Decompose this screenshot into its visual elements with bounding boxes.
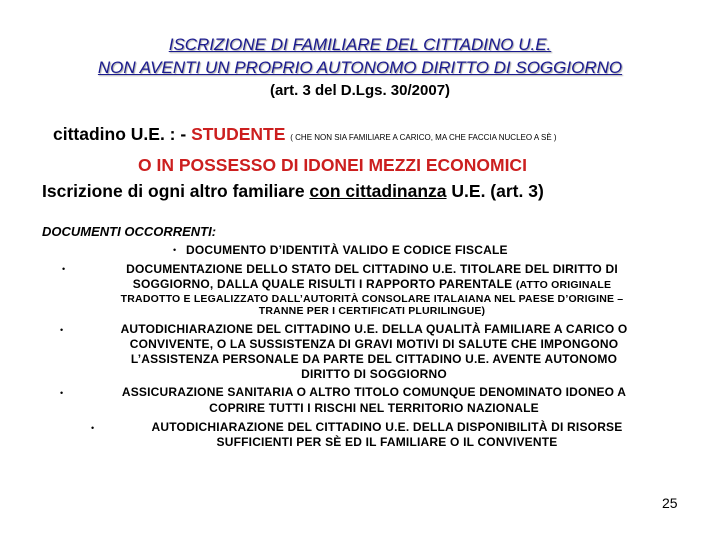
- citizen-line: [53, 124, 557, 145]
- document-item-text: SOGGIORNO, DALLA QUALE RISULTI I RAPPORTO PARENTALE: [132, 277, 513, 291]
- document-item-note: TRADOTTO E LEGALIZZATO DALL’AUTORITÀ CONSOLARE ITALAIANA NEL PAESE D’ORIGINE –: [120, 293, 624, 305]
- document-item: DOCUMENTAZIONE DELLO STATO DEL CITTADINO U.E. TITOLARE DEL DIRITTO DI: [126, 262, 618, 276]
- document-item: [80, 277, 664, 291]
- bullet-icon: •: [173, 245, 177, 255]
- bullet-icon: •: [60, 388, 64, 398]
- citizen-line-prefix: cittadino U.E. : -: [53, 124, 192, 144]
- document-item: SUFFICIENTI PER SÈ ED IL FAMILIARE O IL CONVIVENTE: [216, 435, 558, 449]
- document-item: DIRITTO DI SOGGIORNO: [301, 367, 447, 381]
- slide-title-line-2: NON AVENTI UN PROPRIO AUTONOMO DIRITTO DI SOGGIORNO: [97, 58, 623, 77]
- document-item: CONVIVENTE, O LA SUSSISTENZA DI GRAVI MOTIVI DI SALUTE CHE IMPONGONO: [129, 337, 619, 351]
- document-item: AUTODICHIARAZIONE DEL CITTADINO U.E. DELLA DISPONIBILITÀ DI RISORSE: [151, 420, 623, 434]
- registration-text-a: Iscrizione di ogni altro familiare: [42, 181, 310, 201]
- bullet-icon: •: [91, 423, 95, 433]
- document-item-note: TRANNE PER I CERTIFICATI PLURILINGUE): [258, 305, 486, 317]
- student-label: STUDENTE: [191, 124, 286, 144]
- student-note: ( CHE NON SIA FAMILIARE A CARICO, MA CHE FACCIA NUCLEO A SÈ ): [290, 133, 557, 142]
- documents-heading: DOCUMENTI OCCORRENTI:: [42, 224, 217, 239]
- bullet-icon: •: [62, 264, 66, 274]
- document-item: DOCUMENTO D’IDENTITÀ VALIDO E CODICE FISCALE: [186, 243, 508, 257]
- registration-line: [42, 181, 544, 202]
- economic-means-line: O IN POSSESSO DI IDONEI MEZZI ECONOMICI: [138, 155, 527, 175]
- document-item: AUTODICHIARAZIONE DEL CITTADINO U.E. DELLA QUALITÀ FAMILIARE A CARICO O: [120, 322, 628, 336]
- document-item: L’ASSISTENZA PERSONALE DA PARTE DEL CITTADINO U.E. AVENTE AUTONOMO: [130, 352, 618, 366]
- registration-underlined: con cittadinanza: [309, 181, 447, 201]
- registration-text-b: U.E. (art. 3): [446, 181, 544, 201]
- page-number: 25: [662, 495, 678, 511]
- document-item: ASSICURAZIONE SANITARIA O ALTRO TITOLO COMUNQUE DENOMINATO IDONEO A: [121, 385, 627, 399]
- slide-title-line-1: ISCRIZIONE DI FAMILIARE DEL CITTADINO U.E.: [168, 35, 552, 54]
- document-item: COPRIRE TUTTI I RISCHI NEL TERRITORIO NAZIONALE: [209, 401, 539, 415]
- document-item-note: (ATTO ORIGINALE: [515, 279, 612, 291]
- bullet-icon: •: [60, 325, 64, 335]
- slide-subtitle: (art. 3 del D.Lgs. 30/2007): [269, 82, 451, 99]
